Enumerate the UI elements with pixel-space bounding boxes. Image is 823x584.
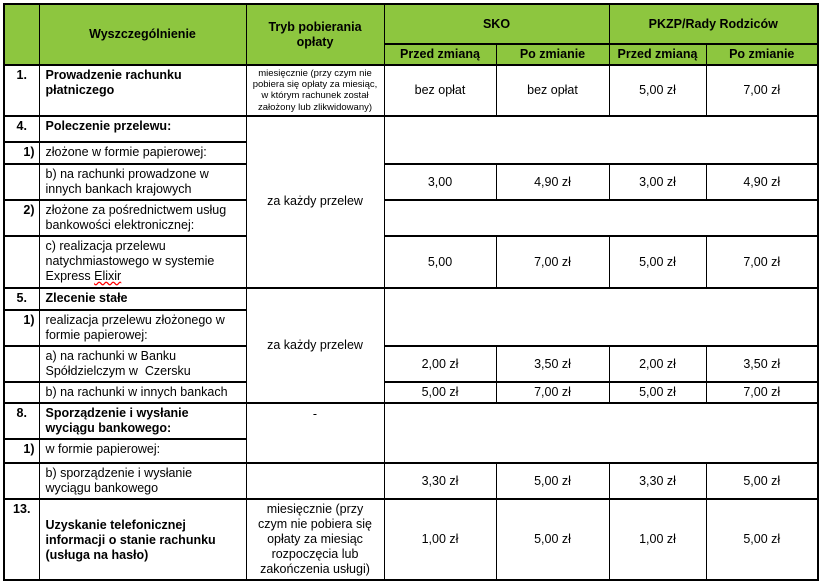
- row-label: b) na rachunki prowadzone w innych bankach krajowych: [39, 164, 246, 200]
- value-pkzp-po: 5,00 zł: [706, 499, 818, 580]
- header-row-1: [4, 4, 818, 44]
- header-wyszczegolnienie: Wyszczególnienie: [39, 4, 246, 65]
- row-label: w formie papierowej:: [39, 439, 246, 463]
- header-pkzp: PKZP/Rady Rodziców: [609, 4, 818, 44]
- header-tryb: Tryb pobierania opłaty: [246, 4, 384, 65]
- value-pkzp-po: 7,00 zł: [706, 65, 818, 116]
- value-pkzp-przed: 5,00 zł: [609, 382, 706, 403]
- row-label: [39, 236, 246, 288]
- value-sko-przed: bez opłat: [384, 65, 496, 116]
- fee-mode-cell: miesięcznie (przy czym nie pobiera się opłaty za miesiąc, w którym rachunek został założony lub zlikwidowany): [246, 65, 384, 116]
- value-pkzp-przed: 5,00 zł: [609, 236, 706, 288]
- fee-mode-cell: za każdy przelew: [246, 288, 384, 403]
- empty-values-cell: [384, 288, 818, 346]
- row-number: 4.: [4, 116, 39, 142]
- row-number: 1): [4, 310, 39, 346]
- row-number-empty: [4, 382, 39, 403]
- fee-mode-cell-empty: [246, 463, 384, 499]
- table-row: [4, 65, 818, 116]
- value-pkzp-po: 4,90 zł: [706, 164, 818, 200]
- row-label: Zlecenie stałe: [39, 288, 246, 310]
- fee-mode-cell: za każdy przelew: [246, 116, 384, 288]
- value-sko-po: 3,50 zł: [496, 346, 609, 382]
- misspelled-word: Elixir: [94, 268, 122, 283]
- header-sko: SKO: [384, 4, 609, 44]
- value-pkzp-przed: 3,30 zł: [609, 463, 706, 499]
- table-row: [4, 382, 818, 403]
- table-row: [4, 116, 818, 142]
- header-pkzp-po: Po zmianie: [706, 44, 818, 65]
- fee-table: [3, 3, 819, 581]
- value-sko-przed: 1,00 zł: [384, 499, 496, 580]
- row-label: Uzyskanie telefonicznej informacji o stanie rachunku (usługa na hasło): [39, 499, 246, 580]
- row-number-empty: [4, 236, 39, 288]
- row-label: b) na rachunki w innych bankach: [39, 382, 246, 403]
- row-label: Poleczenie przelewu:: [39, 116, 246, 142]
- row-number: 8.: [4, 403, 39, 439]
- row-number-empty: [4, 164, 39, 200]
- value-sko-po: 5,00 zł: [496, 499, 609, 580]
- value-sko-po: 4,90 zł: [496, 164, 609, 200]
- table-row: [4, 463, 818, 499]
- value-sko-przed: 5,00: [384, 236, 496, 288]
- table-row: [4, 200, 818, 236]
- value-sko-przed: 5,00 zł: [384, 382, 496, 403]
- value-pkzp-przed: 5,00 zł: [609, 65, 706, 116]
- row-number: 1): [4, 439, 39, 463]
- value-sko-przed: 3,30 zł: [384, 463, 496, 499]
- row-label: Sporządzenie i wysłanie wyciągu bankowego:: [39, 403, 246, 439]
- row-number: 5.: [4, 288, 39, 310]
- value-pkzp-przed: 1,00 zł: [609, 499, 706, 580]
- value-pkzp-po: 5,00 zł: [706, 463, 818, 499]
- fee-mode-cell: -: [246, 403, 384, 463]
- value-sko-przed: 2,00 zł: [384, 346, 496, 382]
- header-number-col: [4, 4, 39, 65]
- empty-values-cell: [384, 403, 818, 463]
- row-label: złożone w formie papierowej:: [39, 142, 246, 164]
- table-row: [4, 164, 818, 200]
- row-label: złożone za pośrednictwem usług bankowości elektronicznej:: [39, 200, 246, 236]
- row-label-text: c) realizacja przelewu natychmiastowego w systemie Express: [45, 238, 218, 283]
- header-pkzp-przed: Przed zmianą: [609, 44, 706, 65]
- table-row: [4, 403, 818, 439]
- table-row: [4, 346, 818, 382]
- value-sko-po: 5,00 zł: [496, 463, 609, 499]
- header-sko-po: Po zmianie: [496, 44, 609, 65]
- value-pkzp-przed: 2,00 zł: [609, 346, 706, 382]
- row-label: b) sporządzenie i wysłanie wyciągu bankowego: [39, 463, 246, 499]
- table-row: [4, 236, 818, 288]
- value-pkzp-po: 7,00 zł: [706, 236, 818, 288]
- row-number: 1.: [4, 65, 39, 116]
- row-label: a) na rachunki w Banku Spółdzielczym w Czersku: [39, 346, 246, 382]
- value-pkzp-po: 7,00 zł: [706, 382, 818, 403]
- value-sko-po: bez opłat: [496, 65, 609, 116]
- value-sko-po: 7,00 zł: [496, 236, 609, 288]
- header-sko-przed: Przed zmianą: [384, 44, 496, 65]
- row-number: 2): [4, 200, 39, 236]
- row-number-empty: [4, 463, 39, 499]
- table-row: [4, 499, 818, 580]
- value-sko-przed: 3,00: [384, 164, 496, 200]
- row-label: Prowadzenie rachunku płatniczego: [39, 65, 246, 116]
- value-pkzp-po: 3,50 zł: [706, 346, 818, 382]
- empty-values-cell: [384, 116, 818, 164]
- row-number: 1): [4, 142, 39, 164]
- value-sko-po: 7,00 zł: [496, 382, 609, 403]
- row-number-empty: [4, 346, 39, 382]
- table-row: [4, 288, 818, 310]
- empty-values-cell: [384, 200, 818, 236]
- row-label: realizacja przelewu złożonego w formie papierowej:: [39, 310, 246, 346]
- row-number: 13.: [4, 499, 39, 580]
- fee-mode-cell: miesięcznie (przy czym nie pobiera się opłaty za miesiąc rozpoczęcia lub zakończenia usługi): [246, 499, 384, 580]
- value-pkzp-przed: 3,00 zł: [609, 164, 706, 200]
